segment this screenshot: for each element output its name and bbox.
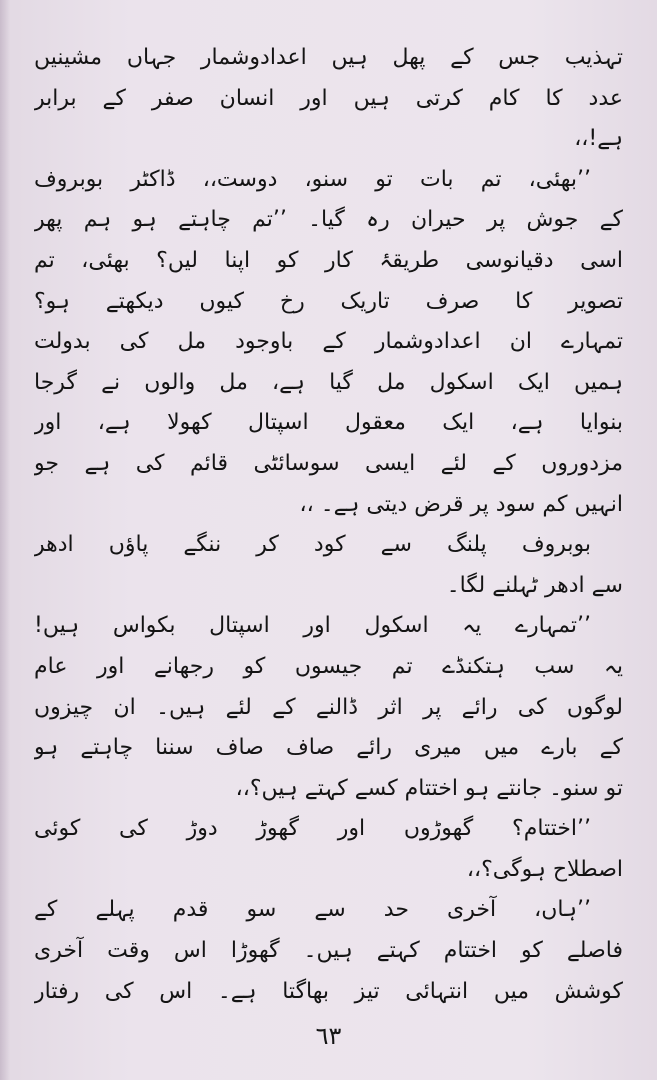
text-line: تمہارے ان اعدادوشمار کے باوجود مل کی بدولت — [34, 329, 623, 355]
text-line: ہے!،، — [574, 126, 623, 152]
text-line: تصویر کا صرف تاریک رخ کیوں دیکھتے ہو؟ — [34, 288, 623, 314]
text-line: کے بارے میں میری رائے صاف صاف سننا چاہتے ہو — [34, 735, 623, 761]
text-line: سے ادھر ٹہلنے لگا۔ — [446, 572, 623, 598]
text-line: فاصلے کو اختتام کہتے ہیں۔ گھوڑا اس وقت آخری — [34, 938, 623, 964]
text-line: انہیں کم سود پر قرض دیتی ہے۔ ،، — [299, 491, 623, 517]
text-line: کوشش میں انتہائی تیز بھاگتا ہے۔ اس کی رفتار — [34, 978, 623, 1004]
text-line: ’’بھئی، تم بات تو سنو، دوست،، ڈاکٹر بوبروف — [34, 166, 591, 192]
text-line: ’’ہاں، آخری حد سے سو قدم پہلے کے — [34, 897, 591, 923]
text-line: تو سنو۔ جانتے ہو اختتام کسے کہتے ہیں؟،، — [235, 775, 623, 801]
page-number: ٦٣ — [315, 1022, 342, 1050]
text-line: بنوایا ہے، ایک معقول اسپتال کھولا ہے، اور — [34, 410, 623, 436]
text-line: بوبروف پلنگ سے کود کر ننگے پاؤں ادھر — [34, 532, 591, 558]
text-line: یہ سب ہتکنڈے تم جیسوں کو رجھانے اور عام — [34, 653, 623, 679]
text-line: ’’اختتام؟ گھوڑوں اور گھوڑ دوڑ کی کوئی — [34, 816, 591, 842]
text-line: ’’تمہارے یہ اسکول اور اسپتال بکواس ہیں! — [34, 613, 591, 639]
text-line: ہمیں ایک اسکول مل گیا ہے، مل والوں نے گرجا — [34, 369, 623, 395]
text-line: اصطلاح ہوگی؟،، — [466, 856, 623, 882]
body-text — [34, 38, 623, 1012]
text-line: تہذیب جس کے پھل ہیں اعدادوشمار جہاں مشینیں — [34, 45, 623, 70]
text-line: اسی دقیانوسی طریقۂ کار کو اپنا لیں؟ بھئی، تم — [34, 247, 623, 273]
text-line: کے جوش پر حیران رہ گیا۔ ’’تم چاہتے ہو ہم پھر — [34, 207, 623, 233]
text-line: لوگوں کی رائے پر اثر ڈالنے کے لئے ہیں۔ ان چیزوں — [34, 694, 623, 720]
text-line: مزدوروں کے لئے ایسی سوسائٹی قائم کی ہے جو — [34, 450, 623, 476]
page-gutter-shadow — [0, 0, 10, 1080]
text-line: عدد کا کام کرتی ہیں اور انسان صفر کے برابر — [34, 85, 623, 111]
